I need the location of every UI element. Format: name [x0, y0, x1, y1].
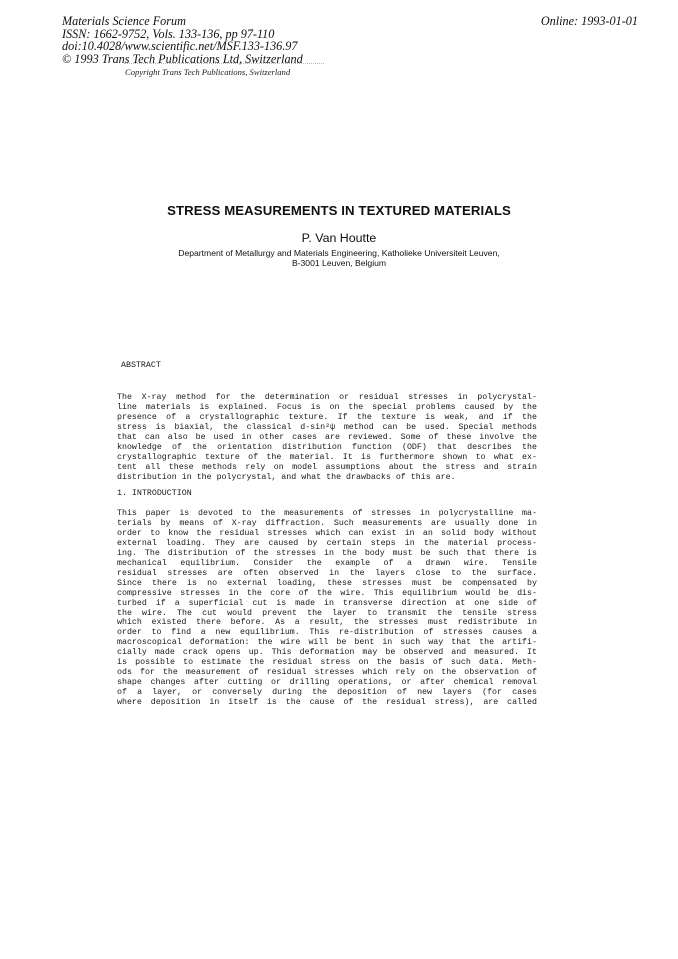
journal-name: Materials Science Forum [62, 14, 186, 28]
doi-line: doi:10.4028/www.scientific.net/MSF.133-136.97 [62, 39, 298, 53]
intro-line: external loading. They are caused by certain steps in the material process- [117, 538, 537, 548]
affiliation-line-2: B-3001 Leuven, Belgium [291, 258, 387, 269]
intro-line: order to know the residual stresses which can exist in an solid body without [117, 528, 537, 538]
citation-block [62, 15, 303, 65]
intro-line: macroscopical deformation: the wire will be bent in such way that the artifi- [117, 638, 537, 648]
intro-line: the wire. The cut would prevent the layer to transmit the tensile stress [117, 608, 537, 618]
intro-line: cially made crack opens up. This deformation may be observed and measured. It [117, 648, 537, 658]
intro-line: This paper is devoted to the measurements of stresses in polycrystalline ma- [117, 509, 537, 518]
intro-line: is possible to estimate the residual stress on the basis of such data. Meth- [117, 658, 537, 668]
issn-line: ISSN: 1662-9752, Vols. 133-136, pp 97-110 [62, 26, 275, 41]
online-date: Online: 1993-01-01 [540, 14, 638, 28]
affiliation-line-1: Department of Metallurgy and Materials Engineering, Katholieke Universiteit Leuven, [178, 248, 500, 258]
paper-title: STRESS MEASUREMENTS IN TEXTURED MATERIALS [167, 203, 511, 218]
intro-line: which existed there before. As a result, the stresses must redistribute in [117, 618, 537, 628]
intro-line: where deposition in itself is the cause of the residual stress), are called [117, 698, 537, 708]
abstract-line: tent all these methods rely on model assumptions about the stress and strain [117, 462, 537, 472]
abstract-line: that can also be used in other cases are reviewed. Some of these involve the [117, 432, 537, 442]
intro-line: ods for the measurement of residual stresses which rely on the observation of [117, 668, 537, 678]
abstract-line: crystallographic texture of the material. It is furthermore shown to what ex- [117, 452, 537, 462]
intro-line: of a layer, or conversely during the deposition of new layers (for cases [117, 688, 537, 698]
copyright-line: © 1993 Trans Tech Publications Ltd, Switzerland [62, 51, 303, 66]
abstract-heading: ABSTRACT [121, 361, 161, 370]
abstract-line: line materials is explained. Focus is on the special problems caused by the [117, 402, 537, 412]
abstract-line: stress is biaxial, the classical d-sin²ψ method can be used. Special methods [117, 422, 537, 432]
abstract-line: distribution in the polycrystal, and what the drawbacks of this are. [117, 472, 456, 482]
intro-line: compressive stresses in the core of the wire. This equilibrium would be dis- [117, 588, 537, 598]
affiliation [0, 248, 678, 269]
intro-line: shape changes after cutting or drilling operations, or after chemical removal [117, 678, 537, 688]
abstract-line: The X-ray method for the determination or residual stresses in polycrystal- [117, 393, 537, 402]
intro-line: order to find a new equilibrium. This re-distribution of stresses causes a [117, 628, 537, 638]
abstract-line: knowledge of the orientation distribution function (ODF) that describes the [117, 442, 537, 452]
abstract-body [117, 393, 537, 483]
intro-line: turbed if a superficial cut is made in transverse direction at one side of [117, 598, 537, 608]
introduction-body [117, 509, 537, 708]
intro-line: terials by means of X-ray diffraction. Such measurements are usually done in [117, 518, 537, 528]
paper-author: P. Van Houtte [301, 231, 377, 245]
intro-line: ing. The distribution of the stresses in the body must be such that there is [117, 548, 537, 558]
intro-line: mechanical equilibrium. Consider the example of a drawn wire. Tensile [117, 558, 537, 568]
section-heading-introduction: 1. INTRODUCTION [117, 489, 192, 498]
intro-line: Since there is no external loading, these stresses must be compensated by [117, 578, 537, 588]
intro-line: residual stresses are often observed in the layers close to the surface. [117, 568, 537, 578]
abstract-line: presence of a crystallographic texture. If the texture is weak, and if the [117, 412, 537, 422]
faint-scan-rule [124, 63, 324, 64]
scan-copyright: Copyright Trans Tech Publications, Switzerland [125, 67, 291, 77]
